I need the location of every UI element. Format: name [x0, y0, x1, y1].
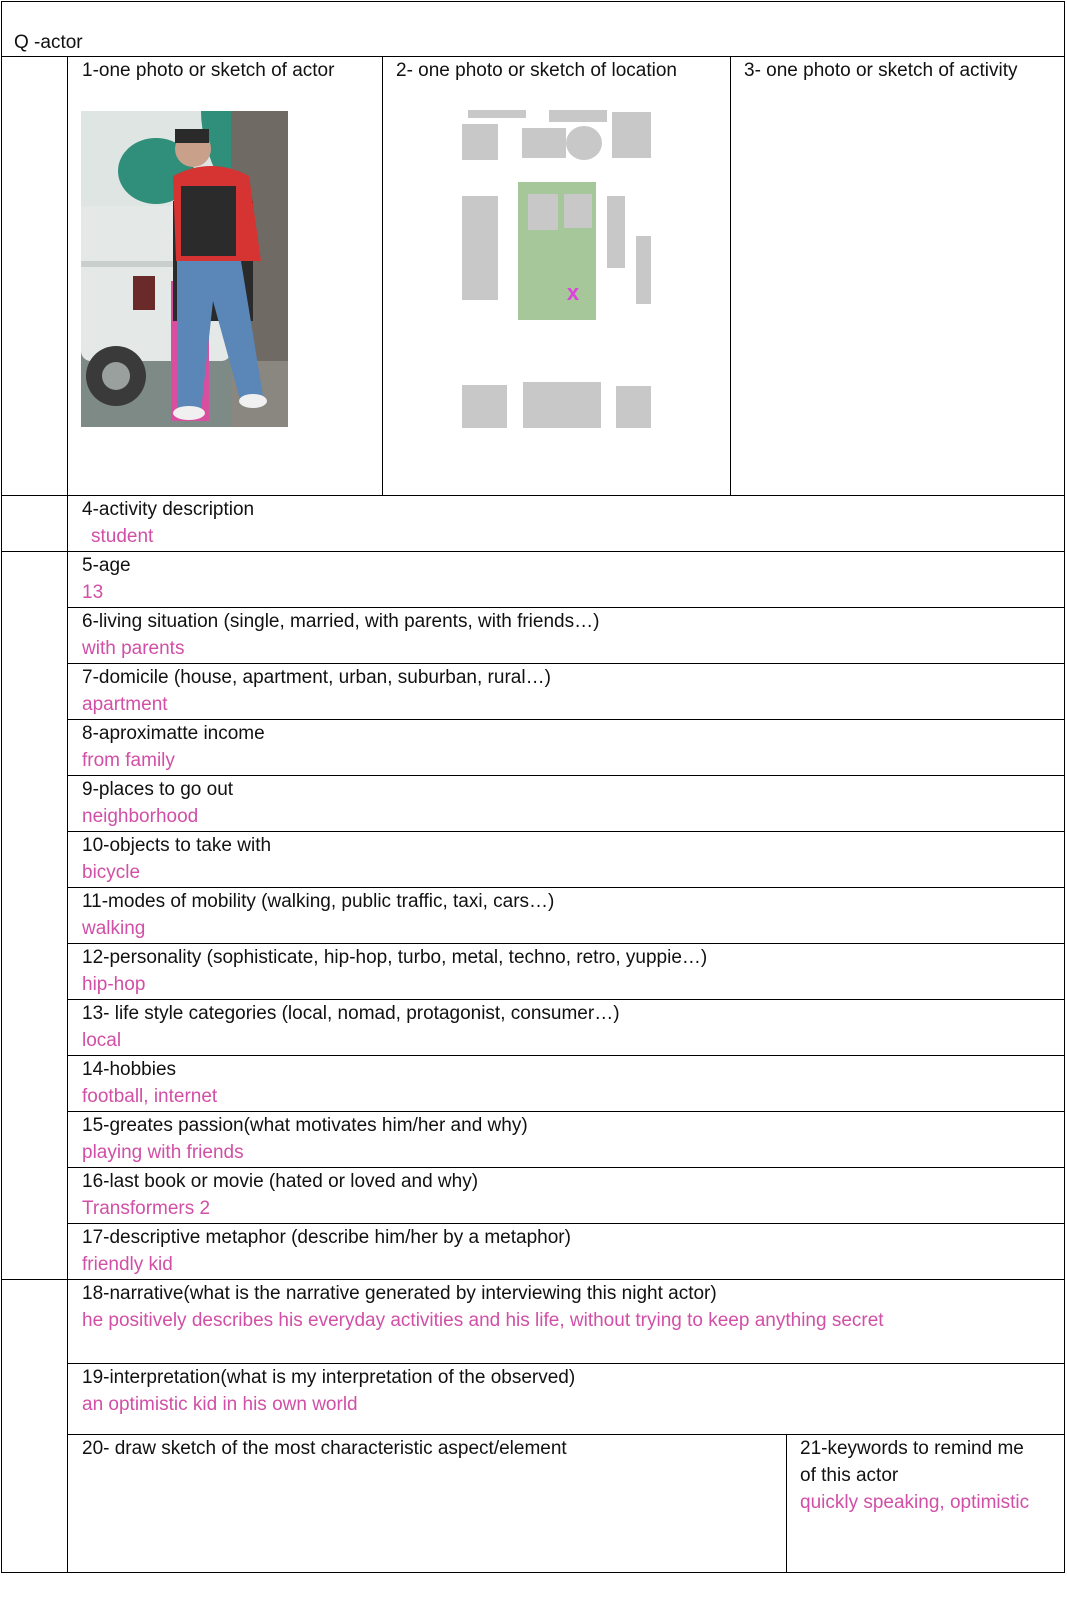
keywords-label-line2: of this actor — [800, 1465, 899, 1486]
divider — [67, 943, 1065, 944]
divider — [67, 1434, 1065, 1435]
field-label: 16-last book or movie (hated or loved and why) — [82, 1171, 479, 1192]
form-title: Q -actor — [14, 32, 83, 53]
divider — [67, 1055, 1065, 1056]
sketch-label: 20- draw sketch of the most characteristic aspect/element — [82, 1438, 567, 1459]
location-photo-label: 2- one photo or sketch of location — [396, 60, 677, 81]
field-value: walking — [82, 918, 146, 939]
field-label: 9-places to go out — [82, 779, 234, 800]
divider — [67, 1223, 1065, 1224]
actor-photo — [81, 111, 288, 427]
divider — [67, 663, 1065, 664]
divider — [67, 1363, 1065, 1364]
location-map — [460, 110, 655, 430]
divider — [1, 56, 1065, 57]
keywords-value: quickly speaking, optimistic — [800, 1492, 1030, 1513]
divider — [67, 887, 1065, 888]
field-label: 15-greates passion(what motivates him/her and why) — [82, 1115, 528, 1136]
activity-photo-label: 3- one photo or sketch of activity — [744, 60, 1018, 81]
field-label: 13- life style categories (local, nomad, protagonist, consumer…) — [82, 1003, 620, 1024]
activity-value: student — [91, 526, 154, 547]
divider — [67, 1111, 1065, 1112]
interpretation-label: 19-interpretation(what is my interpretation of the observed) — [82, 1367, 576, 1388]
divider — [67, 999, 1065, 1000]
field-value: neighborhood — [82, 806, 199, 827]
column-divider — [382, 56, 383, 495]
activity-label: 4-activity description — [82, 499, 255, 520]
interpretation-value: an optimistic kid in his own world — [82, 1394, 358, 1415]
keywords-label-line1: 21-keywords to remind me — [800, 1438, 1024, 1459]
divider — [67, 831, 1065, 832]
field-label: 5-age — [82, 555, 131, 576]
field-value: hip-hop — [82, 974, 146, 995]
divider — [67, 719, 1065, 720]
field-label: 11-modes of mobility (walking, public traffic, taxi, cars…) — [82, 891, 555, 912]
column-divider — [786, 1434, 787, 1573]
column-divider — [730, 56, 731, 495]
column-divider — [67, 56, 68, 1573]
field-label: 10-objects to take with — [82, 835, 272, 856]
field-value: Transformers 2 — [82, 1198, 211, 1219]
field-label: 8-aproximatte income — [82, 723, 265, 744]
field-value: with parents — [82, 638, 185, 659]
field-label: 12-personality (sophisticate, hip-hop, turbo, metal, techno, retro, yuppie…) — [82, 947, 708, 968]
actor-photo-label: 1-one photo or sketch of actor — [82, 60, 335, 81]
field-label: 6-living situation (single, married, with parents, with friends…) — [82, 611, 600, 632]
divider — [1, 495, 1065, 496]
narrative-label: 18-narrative(what is the narrative generated by interviewing this night actor) — [82, 1283, 717, 1304]
field-value: local — [82, 1030, 122, 1051]
location-marker: x — [566, 280, 580, 305]
field-value: bicycle — [82, 862, 141, 883]
field-label: 7-domicile (house, apartment, urban, suburban, rural…) — [82, 667, 551, 688]
field-label: 17-descriptive metaphor (describe him/her by a metaphor) — [82, 1227, 571, 1248]
divider — [67, 1167, 1065, 1168]
divider — [67, 607, 1065, 608]
field-label: 14-hobbies — [82, 1059, 177, 1080]
divider — [1, 1279, 1065, 1280]
divider — [67, 775, 1065, 776]
field-value: from family — [82, 750, 175, 771]
field-value: football, internet — [82, 1086, 218, 1107]
narrative-value: he positively describes his everyday activities and his life, without trying to keep anything secret — [82, 1310, 884, 1331]
field-value: apartment — [82, 694, 168, 715]
field-value: friendly kid — [82, 1254, 173, 1275]
field-value: playing with friends — [82, 1142, 244, 1163]
field-value: 13 — [82, 582, 104, 603]
divider — [1, 551, 1065, 552]
